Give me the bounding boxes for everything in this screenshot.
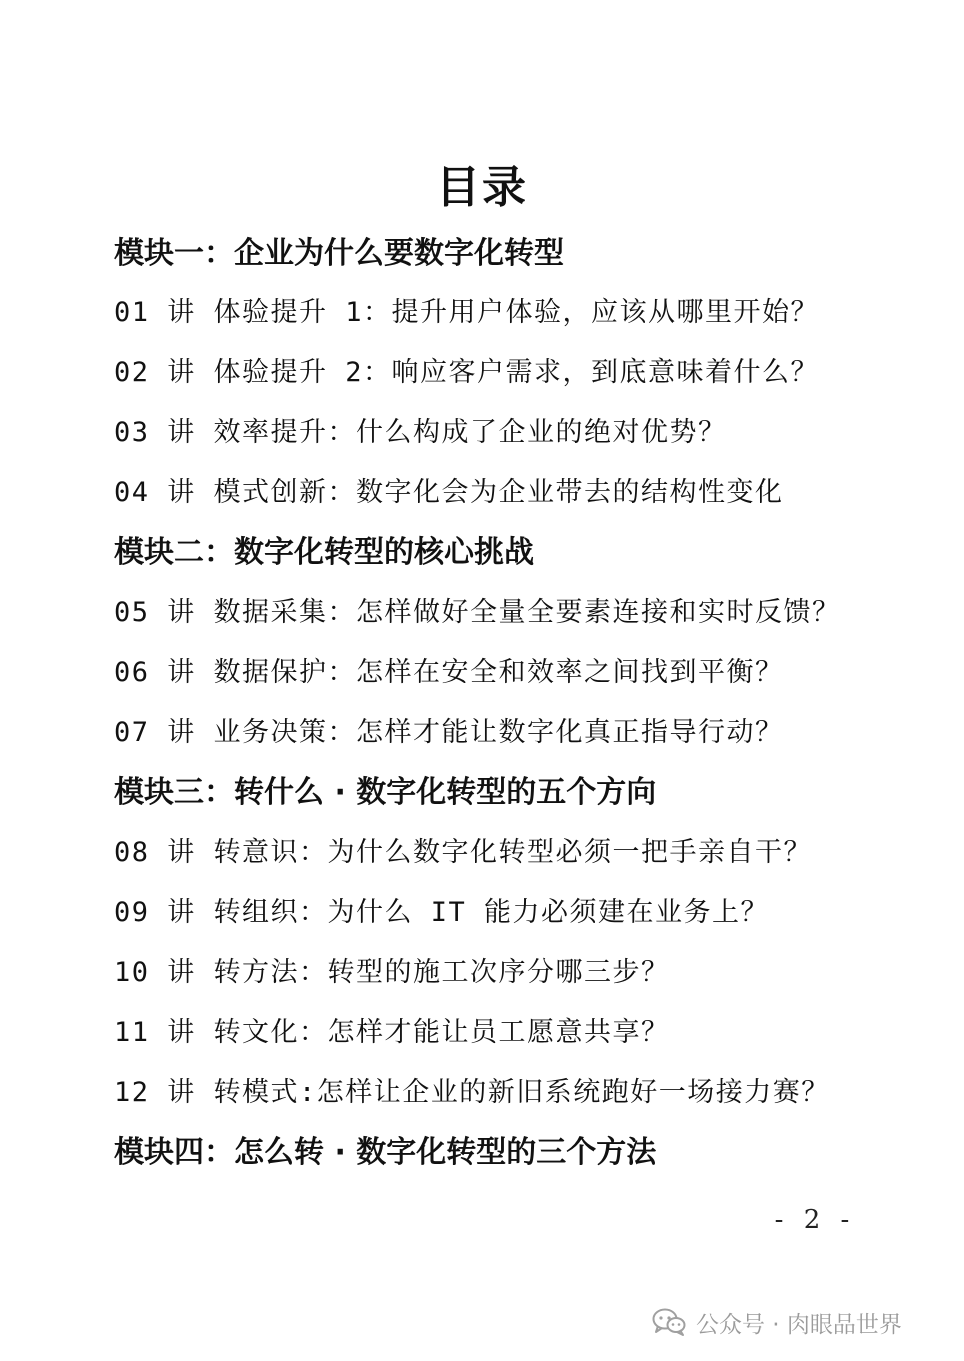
watermark-text: 公众号 · 肉眼品世界	[696, 1311, 902, 1338]
toc-module-1: 模块一：企业为什么要数字化转型	[114, 236, 564, 271]
toc-lecture-02: 02 讲 体验提升 2：响应客户需求，到底意味着什么？	[114, 357, 820, 388]
toc-lecture-10: 10 讲 转方法：转型的施工次序分哪三步？	[114, 957, 670, 988]
toc-lecture-05: 05 讲 数据采集：怎样做好全量全要素连接和实时反馈？	[114, 597, 841, 628]
toc-lecture-11: 11 讲 转文化：怎样才能让员工愿意共享？	[114, 1017, 670, 1048]
page-number: - 2 -	[774, 1205, 856, 1235]
toc-module-4: 模块四：怎么转 · 数字化转型的三个方法	[114, 1135, 657, 1170]
toc-lecture-07: 07 讲 业务决策：怎样才能让数字化真正指导行动？	[114, 717, 784, 748]
toc-lecture-06: 06 讲 数据保护：怎样在安全和效率之间找到平衡？	[114, 657, 784, 688]
wechat-official-account-icon	[652, 1307, 686, 1337]
page-title: 目录	[436, 162, 528, 213]
toc-lecture-08: 08 讲 转意识：为什么数字化转型必须一把手亲自干？	[114, 837, 813, 868]
toc-lecture-04: 04 讲 模式创新：数字化会为企业带去的结构性变化	[114, 477, 784, 508]
toc-module-3: 模块三：转什么 · 数字化转型的五个方向	[114, 775, 657, 810]
watermark	[652, 1300, 902, 1344]
toc-lecture-12: 12 讲 转模式:怎样让企业的新旧系统跑好一场接力赛？	[114, 1077, 830, 1108]
toc-lecture-09: 09 讲 转组织：为什么 IT 能力必须建在业务上？	[114, 897, 770, 928]
toc-module-2: 模块二：数字化转型的核心挑战	[114, 535, 534, 570]
toc-lecture-01: 01 讲 体验提升 1：提升用户体验，应该从哪里开始？	[114, 297, 820, 328]
toc-lecture-03: 03 讲 效率提升：什么构成了企业的绝对优势？	[114, 417, 727, 448]
